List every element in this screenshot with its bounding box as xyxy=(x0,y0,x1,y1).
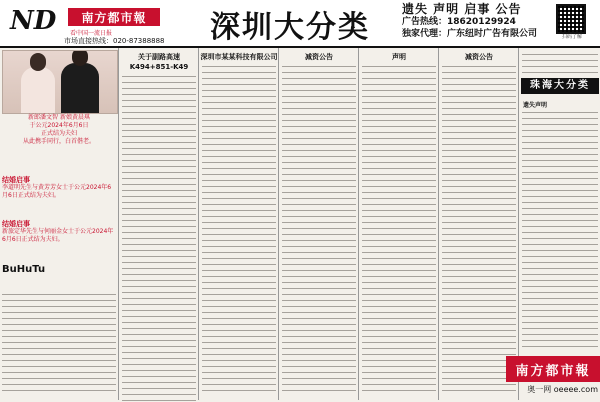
classified-column xyxy=(118,48,199,400)
bride-figure xyxy=(21,67,55,113)
groom-figure xyxy=(61,63,99,113)
notice-body: 新旅定华先生与何丽金女士于公元2024年6月6日正式结为夫妇。 xyxy=(2,228,114,243)
hotline: 市场直接热线：020-87388888 xyxy=(64,37,165,45)
classified-column xyxy=(438,48,519,400)
agency-name: 独家代理：广东纽时广告有限公司 xyxy=(402,29,538,39)
footer-url: 奥一网 oeeee.com xyxy=(527,385,598,394)
notice-label: 遗失声明 xyxy=(523,102,548,109)
classified-column xyxy=(358,48,439,400)
wedding-photo xyxy=(2,50,118,114)
right-column xyxy=(518,48,600,400)
paper-name: 南方都市報 xyxy=(68,8,160,26)
notice-text-block xyxy=(2,292,116,396)
left-column xyxy=(0,48,118,400)
ad-contact-box xyxy=(402,2,552,42)
column-heading: 减资公告 xyxy=(465,53,493,61)
notice-body: 李道明先生与黄芳芳女士于公元2024年6月6日正式结为夫妇。 xyxy=(2,184,112,199)
notice-title: 遗失 声明 启事 公告 xyxy=(402,2,522,16)
masthead xyxy=(0,0,600,48)
marriage-notice xyxy=(2,220,116,244)
logo-mark: ND xyxy=(10,6,57,36)
advertiser-brand xyxy=(2,264,116,288)
ad-phone: 广告热线：18620129924 xyxy=(402,17,516,27)
page-title: 深圳大分类 xyxy=(210,10,370,45)
notice-heading: 结婚启事 xyxy=(2,220,30,228)
classified-column xyxy=(198,48,279,400)
footer-brand: 南方都市報 xyxy=(506,356,600,382)
qr-label: 扫码了解 xyxy=(561,34,582,40)
column-heading: 减资公告 xyxy=(305,53,333,61)
section-banner: 珠海大分类 xyxy=(521,78,599,94)
column-heading: 关于副路高速K494+851-K49 xyxy=(129,53,189,71)
paper-logo xyxy=(4,2,165,45)
wedding-announcement: 新郎潘文智 新娘黄晨琪 于公元2024年6月6日 正式结为夫妇 从此携手同行，白首偕老。 xyxy=(22,114,95,145)
brand-name: BuHuTu xyxy=(2,264,46,275)
column-heading: 深圳市某某科技有限公司 xyxy=(200,53,278,61)
column-heading: 声明 xyxy=(392,53,406,61)
qr-code-icon xyxy=(556,4,586,34)
classified-column xyxy=(278,48,359,400)
notice-heading: 结婚启事 xyxy=(2,176,30,184)
slogan: 看中国一流日报 xyxy=(70,30,113,37)
marriage-notice xyxy=(2,176,116,200)
